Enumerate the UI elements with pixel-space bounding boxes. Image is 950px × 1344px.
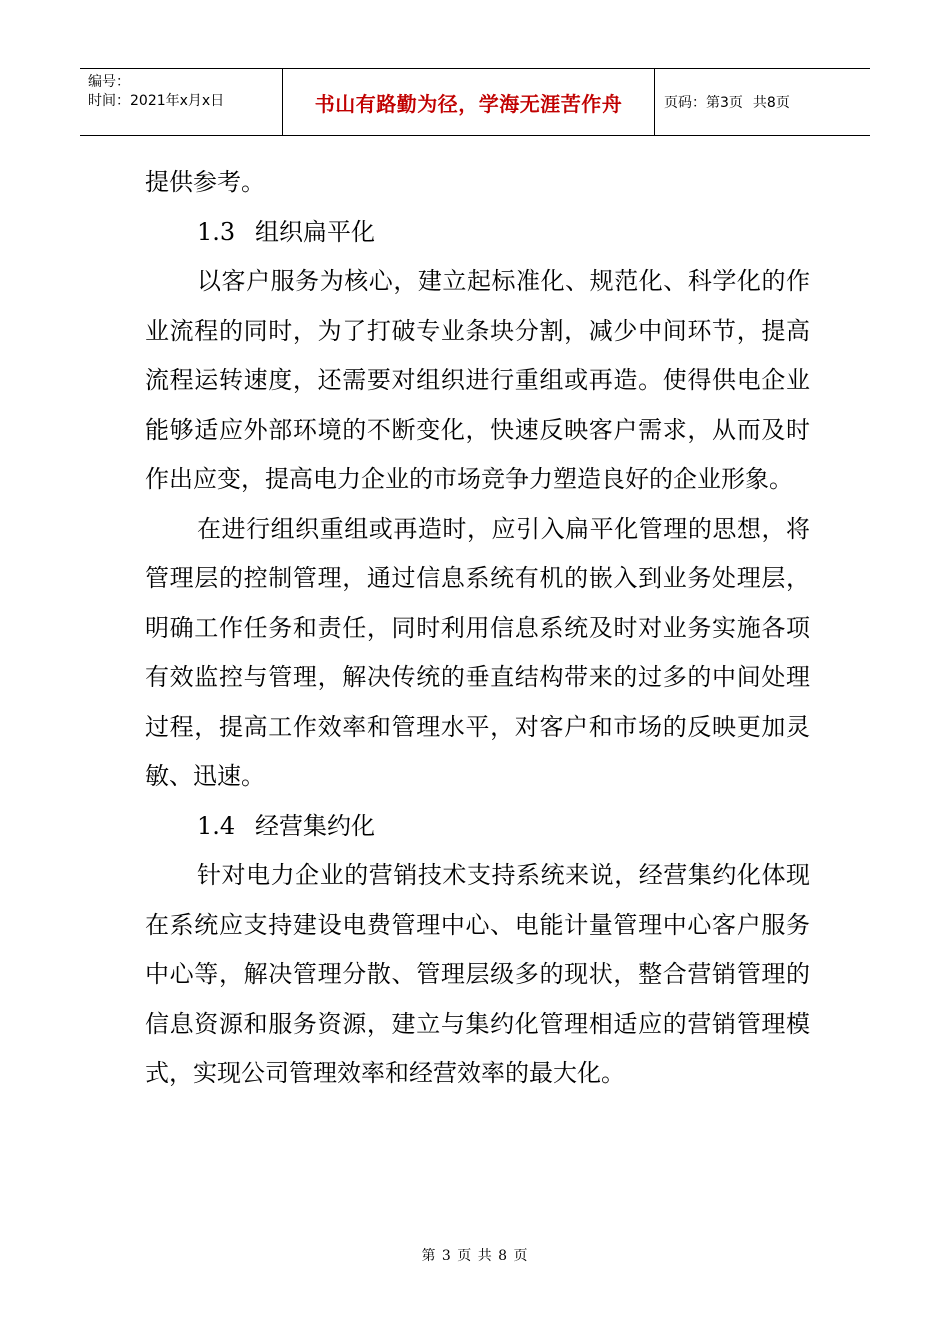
header-page-total: 共8页 <box>752 95 790 111</box>
header-page-cell <box>655 69 870 135</box>
header-meta-cell <box>80 69 283 135</box>
section-title: 组织扁平化 <box>255 217 375 246</box>
paragraph-3: 针对电力企业的营销技术支持系统来说，经营集约化体现在系统应支持建设电费管理中心、电能计量管理中心客户服务中心等，解决管理分散、管理层级多的现状，整合营销管理的信息资源和服务资源，建立与集约化管理相适应的营销管理模式，实现公司管理效率和经营效率的最大化。 <box>145 861 810 1087</box>
header-page-number: 页码：第3页 <box>664 95 743 111</box>
document-body <box>145 158 810 1099</box>
paragraph-1: 以客户服务为核心，建立起标准化、规范化、科学化的作业流程的同时，为了打破专业条块分割，减少中间环节，提高流程运转速度，还需要对组织进行重组或再造。使得供电企业能够适应外部环境的不断变化，快速反映客户需求，从而及时作出应变，提高电力企业的市场竞争力塑造良好的企业形象。 <box>145 267 810 493</box>
page-footer: 第 3 页 共 8 页 <box>421 1248 529 1264</box>
document-header <box>80 68 870 136</box>
section-heading-1-4 <box>145 802 810 852</box>
paragraph-2: 在进行组织重组或再造时，应引入扁平化管理的思想，将管理层的控制管理，通过信息系统有机的嵌入到业务处理层，明确工作任务和责任，同时利用信息系统及时对业务实施各项有效监控与管理，解决传统的垂直结构带来的过多的中间处理过程，提高工作效率和管理水平，对客户和市场的反映更加灵敏、迅速。 <box>145 514 810 790</box>
header-motto: 书山有路勤为径，学海无涯苦作舟 <box>314 91 623 116</box>
section-heading-1-3 <box>145 208 810 258</box>
document-number-label: 编号： <box>88 74 130 90</box>
section-title: 经营集约化 <box>255 811 375 840</box>
section-number: 1.4 <box>197 811 236 840</box>
header-motto-cell <box>283 69 655 135</box>
paragraph-continuation: 提供参考。 <box>145 168 265 196</box>
section-number: 1.3 <box>197 217 236 246</box>
document-date-label: 时间：2021年x月x日 <box>88 93 225 109</box>
